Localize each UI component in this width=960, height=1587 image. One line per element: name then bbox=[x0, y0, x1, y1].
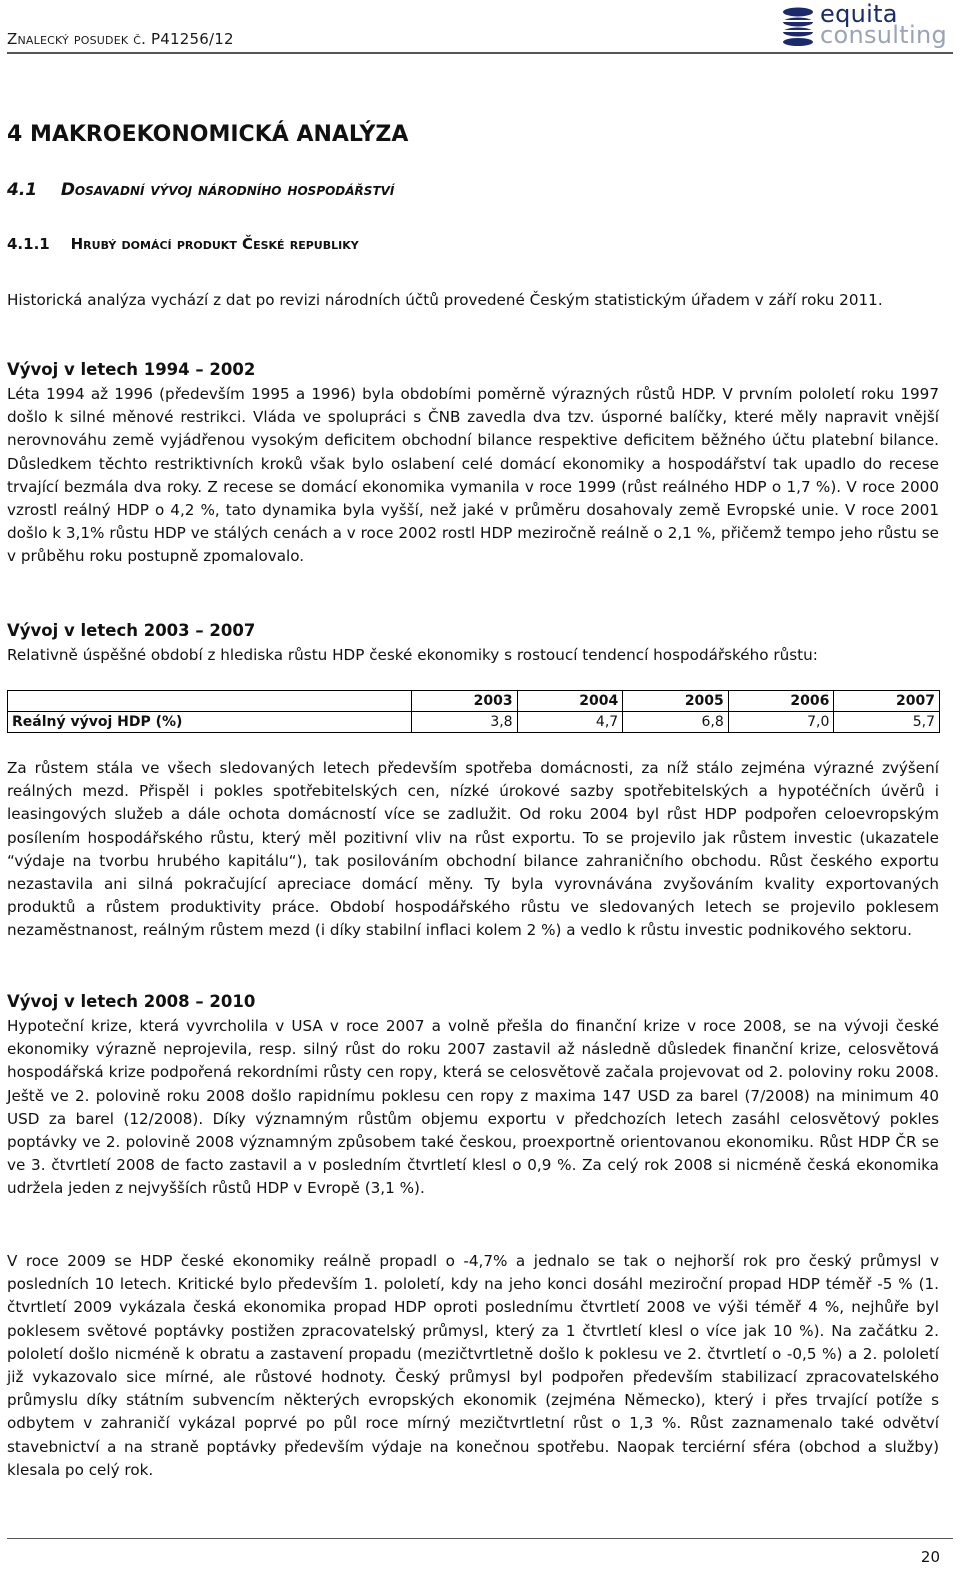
table-header-year: 2004 bbox=[517, 691, 623, 712]
company-logo bbox=[780, 2, 950, 48]
table-header-empty bbox=[8, 691, 412, 712]
table-cell: 5,7 bbox=[834, 712, 940, 733]
period-1994-2002-text: Léta 1994 až 1996 (především 1995 a 1996) byla obdobími poměrně výrazných růstů HDP. V prvním pololetí roku 1997 došlo k silné měnové restrikci. Vláda ve spolupráci s ČNB zavedla dva tzv. úsporné balíčky, které měly napravit vnější nerovnováhu země vyjádřenou vysokým deficitem obchodní bilance respektive deficitem běžného účtu platební bilance. Důsledkem těchto restriktivních kroků však bylo oslabení celé domácí ekonomiky a hospodářství tak upadlo do recese trvající bezmála dva roky. Z recese se domácí ekonomika vymanila v roce 1999 (růst reálného HDP o 1,7 %). V roce 2000 vzrostl reálný HDP o 4,2 %, tato dynamika byla vyšší, než jaké v průměru dosahovaly země Evropské unie. V roce 2001 došlo k 3,1% růstu HDP ve stálých cenách a v roce 2002 rostl HDP meziročně reálně o 2,1 %, přičemž tempo jeho růstu se v průběhu roku postupně zpomalovalo. bbox=[7, 385, 939, 566]
table-header-year: 2003 bbox=[412, 691, 518, 712]
table-header-year: 2005 bbox=[623, 691, 729, 712]
subsection-heading bbox=[7, 235, 359, 253]
chapter-heading: 4 MAKROEKONOMICKÁ ANALÝZA bbox=[7, 122, 409, 147]
table-header-row bbox=[8, 691, 940, 712]
table-cell: 4,7 bbox=[517, 712, 623, 733]
period-2008-2010-text: Hypoteční krize, která vyvrcholila v USA v roce 2007 a volně přešla do finanční krize v roce 2008, se na vývoji české ekonomiky výrazně neprojevila, resp. silný růst do roku 2007 zastavil až následně důsledek finanční krize, celosvětová hospodářská krize podpořená rekordními růsty cen ropy, která se celosvětově začala projevovat od 2. poloviny roku 2008. Ještě ve 2. polovině roku 2008 došlo rapidnímu poklesu cen ropy z maxima 147 USD za barel (7/2008) na minimum 40 USD za barel (12/2008). Díky významným růstům objemu exportu v předchozích letech zasáhl celosvětový pokles poptávky ve 2. polovině 2008 významným způsobem také českou, proexportně orientovanou ekonomiku. Růst HDP ČR se ve 3. čtvrtletí 2008 de facto zastavil a v posledním čtvrtletí klesl o 0,9 %. Za celý rok 2008 si nicméně česká ekonomika udržela jeden z nejvyšších růstů HDP v Evropě (3,1 %). bbox=[7, 1017, 939, 1198]
logo-text-consulting: consulting bbox=[820, 21, 947, 49]
period-2008-2010-text-2: V roce 2009 se HDP české ekonomiky reálně propadl o -4,7% a jednalo se tak o nejhorší rok pro český průmysl v posledních 10 letech. Kritické bylo především 1. pololetí, kdy na jeho konci dosáhl meziroční propad HDP téměř -5 % (1. čtvrtletí 2009 vykázala česká ekonomika propad HDP oproti poslednímu čtvrtletí 2008 ve výši téměř 4 %, nejhůře byl poklesem světové poptávky postižen zpracovatelský průmysl, který za 1 čtvrtletí klesl o více jak 10 %). Na začátku 2. pololetí došlo nicméně k obratu a zastavení propadu (mezičtvrtletně došlo k poklesu ve 2. čtvrtletí o -0,5 %) a 2. pololetí již vykazovalo sice mírné, ale růstové hodnoty. Český průmysl byl podpořen především stabilizací zpracovatelského průmyslu díky státním subvencím některých evropských ekonomik (zejména Německo), který i přes trvající potíže s odbytem v zahraničí vykázal poprvé po půl roce mírný mezičtvrtletní růst o 1,3 %. Růst zaznamenalo také odvětví stavebnictví a na straně poptávky především výdaje na konečnou spotřebu. Naopak terciérní sféra (obchod a služby) klesala po celý rok. bbox=[7, 1252, 939, 1479]
document-title: Znalecký posudek č. P41256/12 bbox=[7, 30, 234, 48]
table-cell: 6,8 bbox=[623, 712, 729, 733]
section-heading bbox=[7, 180, 394, 200]
page-header bbox=[0, 0, 960, 62]
table-cell: 3,8 bbox=[412, 712, 518, 733]
logo-text-equita: equita bbox=[820, 0, 898, 28]
header-divider bbox=[7, 52, 953, 54]
period-2003-2007-text: Za růstem stála ve všech sledovaných letech především spotřeba domácnosti, za níž stálo zejména výrazné zvýšení reálných mezd. Přispěl i pokles spotřebitelských cen, nízké úrokové sazby spotřebitelských a hypotéčních úvěrů i leasingových služeb a dále ochota domácností více se zadlužit. Od roku 2004 byl růst HDP podpořen celoevropským posílením hospodářského růstu, který měl pozitivní vliv na růst exportu. To se projevilo jak růstem investic (ukazatele “výdaje na tvorbu hrubého kapitálu“), tak posilováním obchodní bilance zahraničního obchodu. Růst českého exportu nezastavila ani silná pokračující apreciace domácí měny. Ty byla vyrovnávána zvyšováním kvality exportovaných produktů a růstem produktivity práce. Období hospodářského růstu ve sledovaných letech se projevilo poklesem nezaměstnanost, reálným růstem mezd (i díky stabilní inflaci kolem 2 %) a vedlo k růstu investic podnikového sektoru. bbox=[7, 759, 939, 940]
period-2003-2007-intro: Relativně úspěšné období z hlediska růstu HDP české ekonomiky s rostoucí tendencí hospodářského růstu: bbox=[7, 646, 818, 664]
section-title: Dosavadní vývoj národního hospodářství bbox=[60, 180, 395, 200]
intro-paragraph: Historická analýza vychází z dat po revizi národních účtů provedené Českým statistickým úřadem v září roku 2011. bbox=[7, 291, 883, 309]
gdp-table bbox=[7, 690, 940, 733]
table-cell: 7,0 bbox=[728, 712, 834, 733]
period-1994-2002-heading: Vývoj v letech 1994 – 2002 bbox=[7, 360, 256, 379]
period-2003-2007-heading: Vývoj v letech 2003 – 2007 bbox=[7, 621, 256, 640]
section-number: 4.1 bbox=[7, 180, 38, 200]
subsection-number: 4.1.1 bbox=[7, 235, 50, 253]
table-row-label: Reálný vývoj HDP (%) bbox=[8, 712, 412, 733]
footer-divider bbox=[7, 1538, 953, 1539]
equita-logo-icon bbox=[780, 6, 816, 46]
subsection-title: Hrubý domácí produkt České republiky bbox=[70, 235, 359, 253]
period-2008-2010-heading: Vývoj v letech 2008 – 2010 bbox=[7, 992, 256, 1011]
table-header-year: 2007 bbox=[834, 691, 940, 712]
page-number: 20 bbox=[920, 1548, 940, 1566]
table-header-year: 2006 bbox=[728, 691, 834, 712]
table-row bbox=[8, 712, 940, 733]
